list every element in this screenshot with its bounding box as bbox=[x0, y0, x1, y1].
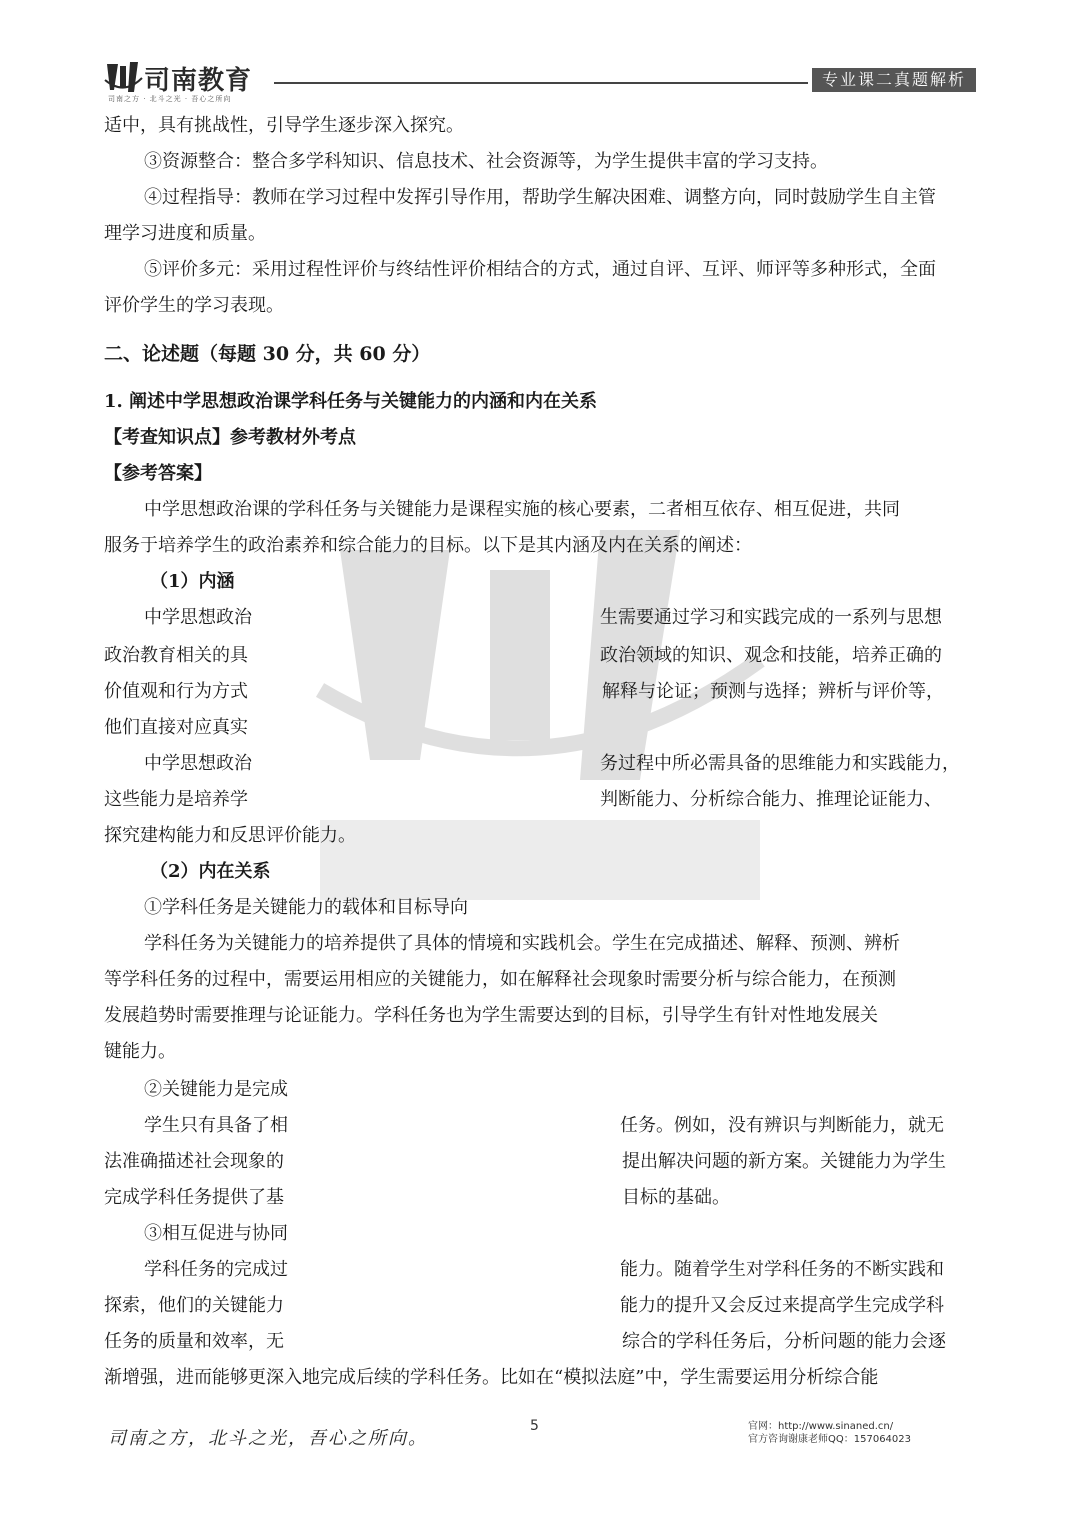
text-line: 理学习进度和质量。 bbox=[104, 223, 266, 244]
text-line: 学科任务的完成过 bbox=[144, 1259, 288, 1280]
text-line: 中学思想政治课的学科任务与关键能力是课程实施的核心要素，二者相互依存、相互促进，共同 bbox=[144, 499, 900, 520]
text-line: 服务于培养学生的政治素养和综合能力的目标。以下是其内涵及内在关系的阐述： bbox=[104, 535, 752, 556]
text-line: 中学思想政治 bbox=[144, 607, 252, 628]
text-line: ③相互促进与协同 bbox=[144, 1223, 288, 1244]
text-line: 价值观和行为方式 bbox=[104, 681, 248, 702]
text-line: 中学思想政治 bbox=[144, 753, 252, 774]
knowledge-point: 【考查知识点】参考教材外考点 bbox=[104, 427, 356, 448]
footer-slogan: 司南之方，北斗之光，吾心之所向。 bbox=[108, 1428, 428, 1449]
text-line: 适中，具有挑战性，引导学生逐步深入探究。 bbox=[104, 115, 464, 136]
text-line: 政治领域的知识、观念和技能，培养正确的 bbox=[600, 645, 942, 666]
text-line: 能力。随着学生对学科任务的不断实践和 bbox=[620, 1259, 944, 1280]
text-line: 任务的质量和效率，无 bbox=[104, 1331, 284, 1352]
text-line: 目标的基础。 bbox=[622, 1187, 730, 1208]
text-line: 评价学生的学习表现。 bbox=[104, 295, 284, 316]
section-heading: 二、论述题（每题 30 分，共 60 分） bbox=[104, 343, 431, 365]
text-line: 完成学科任务提供了基 bbox=[104, 1187, 284, 1208]
answer-label: 【参考答案】 bbox=[104, 463, 212, 484]
text-line: 渐增强，进而能够更深入地完成后续的学科任务。比如在“模拟法庭”中，学生需要运用分析综合能 bbox=[104, 1367, 879, 1388]
text-line: 他们直接对应真实 bbox=[104, 717, 248, 738]
footer-qq: 官方咨询谢康老师QQ：157064023 bbox=[748, 1434, 912, 1445]
logo-slogan: 司南之方 · 北斗之光 · 吾心之所向 bbox=[108, 95, 232, 103]
text-line: 探索，他们的关键能力 bbox=[104, 1295, 284, 1316]
sub-heading: （2）内在关系 bbox=[150, 861, 271, 882]
page-number: 5 bbox=[530, 1418, 539, 1434]
logo-text: 司南教育 bbox=[144, 66, 253, 96]
section-badge: 专业课二真题解析 bbox=[812, 68, 976, 92]
question-title: 1. 阐述中学思想政治课学科任务与关键能力的内涵和内在关系 bbox=[104, 391, 598, 412]
text-line: 等学科任务的过程中，需要运用相应的关键能力，如在解释社会现象时需要分析与综合能力，在预测 bbox=[104, 969, 896, 990]
text-line: ⑤评价多元：采用过程性评价与终结性评价相结合的方式，通过自评、互评、师评等多种形式，全面 bbox=[144, 259, 936, 280]
text-line: 务过程中所必需具备的思维能力和实践能力， bbox=[600, 753, 960, 774]
text-line: 法准确描述社会现象的 bbox=[104, 1151, 284, 1172]
text-line: ③资源整合：整合多学科知识、信息技术、社会资源等，为学生提供丰富的学习支持。 bbox=[144, 151, 828, 172]
text-line: 任务。例如，没有辨识与判断能力，就无 bbox=[620, 1115, 944, 1136]
text-line: 生需要通过学习和实践完成的一系列与思想 bbox=[600, 607, 942, 628]
text-line: 能力的提升又会反过来提高学生完成学科 bbox=[620, 1295, 944, 1316]
text-line: 这些能力是培养学 bbox=[104, 789, 248, 810]
text-line: 提出解决问题的新方案。关键能力为学生 bbox=[622, 1151, 946, 1172]
sub-heading: （1）内涵 bbox=[150, 571, 235, 592]
text-line: 探究建构能力和反思评价能力。 bbox=[104, 825, 356, 846]
text-line: 学生只有具备了相 bbox=[144, 1115, 288, 1136]
text-line: 综合的学科任务后，分析问题的能力会逐 bbox=[622, 1331, 946, 1352]
text-line: 解释与论证；预测与选择；辨析与评价等， bbox=[602, 681, 944, 702]
footer-contact bbox=[748, 1420, 911, 1446]
text-line: 判断能力、分析综合能力、推理论证能力、 bbox=[600, 789, 942, 810]
text-line: ②关键能力是完成 bbox=[144, 1079, 288, 1100]
footer-website: 官网：http://www.sinaned.cn/ bbox=[748, 1421, 894, 1432]
text-line: 发展趋势时需要推理与论证能力。学科任务也为学生需要达到的目标，引导学生有针对性地发展关 bbox=[104, 1005, 878, 1026]
text-line: 政治教育相关的具 bbox=[104, 645, 248, 666]
text-line: ①学科任务是关键能力的载体和目标导向 bbox=[144, 897, 468, 918]
text-line: 学科任务为关键能力的培养提供了具体的情境和实践机会。学生在完成描述、解释、预测、辨析 bbox=[144, 933, 900, 954]
text-line: 键能力。 bbox=[104, 1041, 176, 1062]
text-line: ④过程指导：教师在学习过程中发挥引导作用，帮助学生解决困难、调整方向，同时鼓励学生自主管 bbox=[144, 187, 936, 208]
